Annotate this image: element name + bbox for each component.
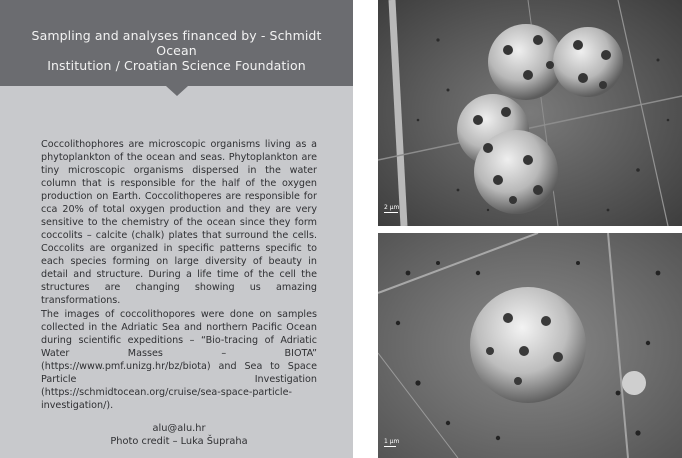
scale-line-bottom — [384, 446, 396, 447]
contact-email: alu@alu.hr — [152, 423, 206, 434]
body-paragraph-2: The images of coccolithopores were done on samples collected in the Adriatic Sea and northern Pacific Ocean during scientific expeditions – “Bio-tracing of Adriatic Water Masses – BIOTA” (https://www.pmf.unizg.hr/bz/biota) and Sea to Space Particle Investigation (https://schmidtocean.org/cruise/sea-space-particle-investigation/). — [41, 309, 317, 411]
scale-bar-top — [384, 204, 399, 213]
header-line-1: Sampling and analyses financed by - Schmidt Ocean — [31, 28, 322, 58]
header-arrow — [166, 86, 188, 96]
photo-credit: Photo credit – Luka Šupraha — [110, 436, 248, 447]
contact-block — [41, 422, 317, 448]
scale-bar-bottom — [384, 438, 399, 447]
header-line-2: Institution / Croatian Science Foundation — [47, 58, 306, 73]
sem-image-bottom — [378, 233, 682, 458]
scale-line-top — [384, 212, 398, 213]
body-paragraph-1: Coccolithophores are microscopic organisms living as a phytoplankton of the ocean and seas. Phytoplankton are tiny microscopic organisms dispersed in the water column that is responsible for the half of the oxygen production on Earth. Coccolithoperes are responsible for cca 20% of total oxygen production and they are very sensitive to the chemistry of the ocean since they form coccolits – calcite (chalk) plates that surround the cells. Coccolits are organized in specific patterns specific to each species forming on large diversity of beauty in detail and structure. During a life time of the cell the structures are changing showing us amazing transformations. — [41, 139, 317, 306]
header-text — [16, 28, 337, 73]
header-band — [0, 0, 353, 86]
sem-image-top — [378, 0, 682, 226]
scale-label-bottom: 1 µm — [384, 438, 400, 445]
scale-label-top: 2 µm — [384, 204, 400, 211]
